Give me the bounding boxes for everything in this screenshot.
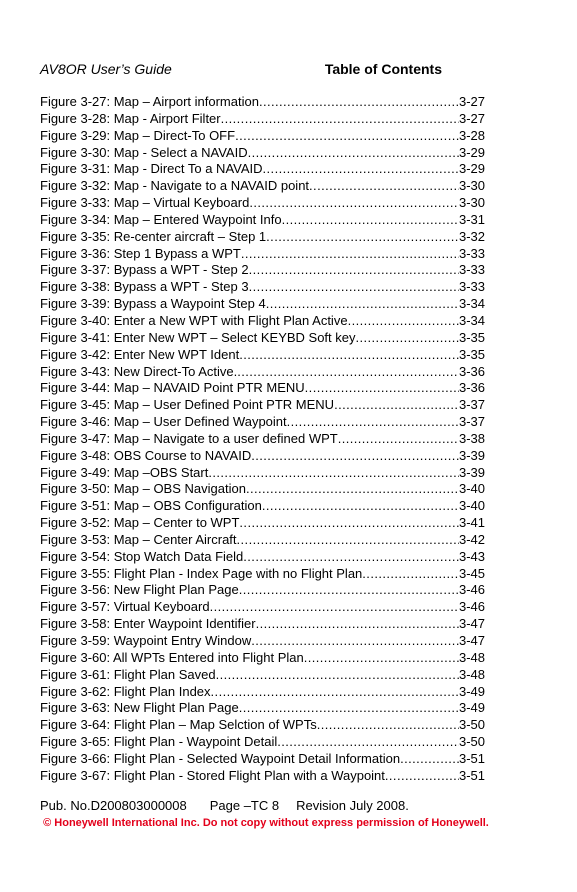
toc-entry-title: Figure 3-37: Bypass a WPT - Step 2 (40, 262, 249, 278)
toc-entry-title: Figure 3-32: Map - Navigate to a NAVAID point (40, 178, 310, 194)
toc-entry-title: Figure 3-30: Map - Select a NAVAID (40, 144, 248, 160)
dot-leader (239, 582, 459, 599)
toc-entry-page: 3-35 (458, 329, 485, 345)
dot-leader (251, 448, 459, 465)
toc-entry-title: Figure 3-33: Map – Virtual Keyboard (40, 195, 250, 211)
toc-entry[interactable] (40, 161, 485, 178)
toc-entry[interactable] (40, 431, 485, 448)
dot-leader (208, 465, 459, 482)
toc-entry-page: 3-30 (458, 178, 485, 194)
toc-entry-page: 3-41 (458, 515, 485, 531)
toc-entry-page: 3-33 (458, 262, 485, 278)
toc-entry[interactable] (40, 768, 485, 785)
toc-entry-page: 3-36 (458, 380, 485, 396)
toc-entry-title: Figure 3-42: Enter New WPT Ident (40, 346, 240, 362)
toc-entry-title: Figure 3-36: Step 1 Bypass a WPT (40, 245, 241, 261)
toc-entry-title: Figure 3-52: Map – Center to WPT (40, 515, 240, 531)
toc-entry-title: Figure 3-46: Map – User Defined Waypoint (40, 414, 287, 430)
toc-entry-page: 3-48 (458, 649, 485, 665)
toc-entry-page: 3-51 (458, 767, 485, 783)
toc-entry[interactable] (40, 616, 485, 633)
dot-leader (239, 515, 459, 532)
toc-entry-page: 3-37 (458, 414, 485, 430)
dot-leader (362, 566, 459, 583)
toc-entry-page: 3-27 (458, 94, 485, 109)
toc-entry-title: Figure 3-55: Flight Plan - Index Page with no Flight Plan (40, 565, 363, 581)
toc-entry-title: Figure 3-39: Bypass a Waypoint Step 4 (40, 296, 266, 312)
dot-leader (304, 650, 459, 667)
table-of-contents (40, 94, 485, 785)
toc-entry-title: Figure 3-50: Map – OBS Navigation (40, 481, 246, 497)
toc-entry-title: Figure 3-66: Flight Plan - Selected Waypoint Detail Information (40, 750, 401, 766)
toc-entry-page: 3-27 (458, 110, 485, 126)
toc-entry[interactable] (40, 313, 485, 330)
toc-entry[interactable] (40, 599, 485, 616)
toc-entry-title: Figure 3-60: All WPTs Entered into Flight Plan (40, 649, 304, 665)
toc-entry[interactable] (40, 262, 485, 279)
toc-entry-title: Figure 3-51: Map – OBS Configuration (40, 498, 262, 514)
toc-entry[interactable] (40, 498, 485, 515)
toc-entry-page: 3-32 (458, 228, 485, 244)
toc-entry-page: 3-43 (458, 548, 485, 564)
toc-entry-title: Figure 3-29: Map – Direct-To OFF (40, 127, 236, 143)
dot-leader (356, 330, 459, 347)
toc-entry[interactable] (40, 347, 485, 364)
toc-entry[interactable] (40, 734, 485, 751)
toc-entry-page: 3-50 (458, 734, 485, 750)
toc-entry-page: 3-47 (458, 633, 485, 648)
toc-entry-page: 3-39 (458, 447, 485, 463)
toc-entry-page: 3-39 (458, 464, 485, 480)
dot-leader (239, 347, 459, 364)
toc-entry[interactable] (40, 178, 485, 195)
dot-leader (239, 700, 459, 717)
dot-leader (266, 229, 459, 246)
toc-entry-title: Figure 3-38: Bypass a WPT - Step 3 (40, 279, 249, 295)
dot-leader (235, 128, 459, 145)
toc-entry-page: 3-38 (458, 430, 485, 446)
dot-leader (249, 279, 459, 296)
dot-leader (263, 161, 459, 178)
dot-leader (248, 145, 459, 162)
toc-entry[interactable] (40, 465, 485, 482)
toc-entry-title: Figure 3-58: Enter Waypoint Identifier (40, 616, 256, 632)
toc-entry-page: 3-40 (458, 481, 485, 497)
dot-leader (282, 212, 459, 229)
dot-leader (287, 414, 459, 431)
toc-entry[interactable] (40, 448, 485, 465)
toc-entry-page: 3-46 (458, 582, 485, 598)
toc-entry-page: 3-42 (458, 531, 485, 547)
dot-leader (241, 246, 459, 263)
page-header (40, 61, 445, 79)
toc-entry-page: 3-36 (458, 363, 485, 379)
dot-leader (249, 262, 459, 279)
guide-title: AV8OR User’s Guide (40, 61, 172, 77)
toc-entry-page: 3-40 (458, 498, 485, 514)
toc-entry[interactable] (40, 667, 485, 684)
toc-entry-title: Figure 3-40: Enter a New WPT with Flight Plan Active (40, 312, 348, 328)
toc-entry[interactable] (40, 414, 485, 431)
toc-entry-title: Figure 3-48: OBS Course to NAVAID (40, 447, 252, 463)
toc-entry-page: 3-49 (458, 700, 485, 716)
toc-entry-title: Figure 3-35: Re-center aircraft – Step 1 (40, 228, 267, 244)
copyright-notice: © Honeywell International Inc. Do not copy without express permission of Honeywell. (43, 817, 489, 829)
dot-leader (317, 717, 459, 734)
toc-entry[interactable] (40, 279, 485, 296)
toc-entry[interactable] (40, 532, 485, 549)
dot-leader (385, 768, 459, 785)
toc-entry-page: 3-37 (458, 397, 485, 413)
dot-leader (262, 498, 459, 515)
toc-entry-page: 3-49 (458, 683, 485, 699)
toc-entry-title: Figure 3-54: Stop Watch Data Field (40, 548, 244, 564)
toc-entry[interactable] (40, 296, 485, 313)
dot-leader (216, 667, 459, 684)
toc-entry[interactable] (40, 481, 485, 498)
toc-entry[interactable] (40, 751, 485, 768)
toc-entry[interactable] (40, 195, 485, 212)
toc-entry[interactable] (40, 111, 485, 128)
toc-entry-page: 3-35 (458, 346, 485, 362)
toc-entry-title: Figure 3-31: Map - Direct To a NAVAID (40, 161, 263, 177)
dot-leader (243, 549, 459, 566)
dot-leader (246, 481, 459, 498)
dot-leader (251, 633, 459, 650)
toc-entry-title: Figure 3-44: Map – NAVAID Point PTR MENU (40, 380, 305, 396)
dot-leader (249, 195, 459, 212)
toc-entry-page: 3-47 (458, 616, 485, 632)
toc-entry-title: Figure 3-49: Map –OBS Start (40, 464, 209, 480)
dot-leader (309, 178, 459, 195)
toc-entry-page: 3-30 (458, 195, 485, 211)
dot-leader (211, 684, 459, 701)
toc-entry-page: 3-46 (458, 599, 485, 615)
section-title: Table of Contents (324, 61, 442, 77)
toc-entry-page: 3-33 (458, 245, 485, 261)
toc-entry[interactable] (40, 700, 485, 717)
page-number: Page –TC 8 (209, 798, 280, 813)
toc-entry-page: 3-34 (458, 312, 485, 328)
toc-entry-title: Figure 3-59: Waypoint Entry Window (40, 633, 252, 648)
dot-leader (400, 751, 459, 768)
dot-leader (237, 532, 459, 549)
toc-entry[interactable] (40, 380, 485, 397)
dot-leader (256, 616, 459, 633)
toc-entry[interactable] (40, 397, 485, 414)
dot-leader (334, 397, 459, 414)
toc-entry[interactable] (40, 229, 485, 246)
toc-entry-page: 3-34 (458, 296, 485, 312)
toc-entry-title: Figure 3-57: Virtual Keyboard (40, 599, 210, 615)
toc-entry-title: Figure 3-43: New Direct-To Active. (40, 363, 238, 379)
dot-leader (338, 431, 459, 448)
dot-leader (277, 734, 459, 751)
toc-entry[interactable] (40, 94, 485, 111)
toc-entry-title: Figure 3-67: Flight Plan - Stored Flight Plan with a Waypoint (40, 767, 385, 783)
toc-entry[interactable] (40, 212, 485, 229)
toc-entry-page: 3-51 (458, 750, 485, 766)
toc-entry-page: 3-33 (458, 279, 485, 295)
revision-date: Revision July 2008. (296, 798, 409, 813)
toc-entry-title: Figure 3-61: Flight Plan Saved (40, 666, 216, 682)
dot-leader (237, 364, 459, 381)
toc-entry-title: Figure 3-63: New Flight Plan Page (40, 700, 239, 716)
toc-entry[interactable] (40, 364, 485, 381)
toc-entry-title: Figure 3-65: Flight Plan - Waypoint Detail (40, 734, 278, 750)
toc-entry[interactable] (40, 717, 485, 734)
toc-entry-title: Figure 3-56: New Flight Plan Page (40, 582, 239, 598)
toc-entry-title: Figure 3-27: Map – Airport information (40, 94, 259, 109)
toc-entry-title: Figure 3-45: Map – User Defined Point PTR MENU (40, 397, 335, 413)
toc-entry[interactable] (40, 246, 485, 263)
dot-leader (210, 599, 459, 616)
toc-entry-title: Figure 3-28: Map - Airport Filter (40, 110, 221, 126)
toc-entry-page: 3-50 (458, 717, 485, 733)
toc-entry[interactable] (40, 582, 485, 599)
toc-entry-title: Figure 3-34: Map – Entered Waypoint Info (40, 211, 282, 227)
toc-entry-page: 3-29 (458, 144, 485, 160)
toc-entry[interactable] (40, 650, 485, 667)
dot-leader (305, 380, 459, 397)
toc-entry-page: 3-29 (458, 161, 485, 177)
dot-leader (348, 313, 459, 330)
publication-number: Pub. No.D200803000008 (40, 798, 187, 813)
toc-entry[interactable] (40, 330, 485, 347)
toc-entry-page: 3-31 (458, 211, 485, 227)
toc-entry[interactable] (40, 566, 485, 583)
toc-entry[interactable] (40, 684, 485, 701)
toc-entry-title: Figure 3-53: Map – Center Aircraft (40, 531, 237, 547)
page-footer (40, 798, 409, 813)
toc-entry-title: Figure 3-47: Map – Navigate to a user defined WPT (40, 430, 338, 446)
toc-entry[interactable] (40, 633, 485, 650)
dot-leader (266, 296, 459, 313)
toc-entry-page: 3-48 (458, 666, 485, 682)
toc-entry[interactable] (40, 549, 485, 566)
toc-entry-page: 3-28 (458, 127, 485, 143)
toc-entry[interactable] (40, 128, 485, 145)
toc-entry-title: Figure 3-64: Flight Plan – Map Selction of WPTs (40, 717, 317, 733)
toc-entry-title: Figure 3-41: Enter New WPT – Select KEYBD Soft key (40, 329, 356, 345)
dot-leader (221, 111, 459, 128)
dot-leader (259, 94, 459, 111)
toc-entry[interactable] (40, 145, 485, 162)
toc-entry[interactable] (40, 515, 485, 532)
toc-entry-title: Figure 3-62: Flight Plan Index (40, 683, 211, 699)
toc-entry-page: 3-45 (458, 565, 485, 581)
